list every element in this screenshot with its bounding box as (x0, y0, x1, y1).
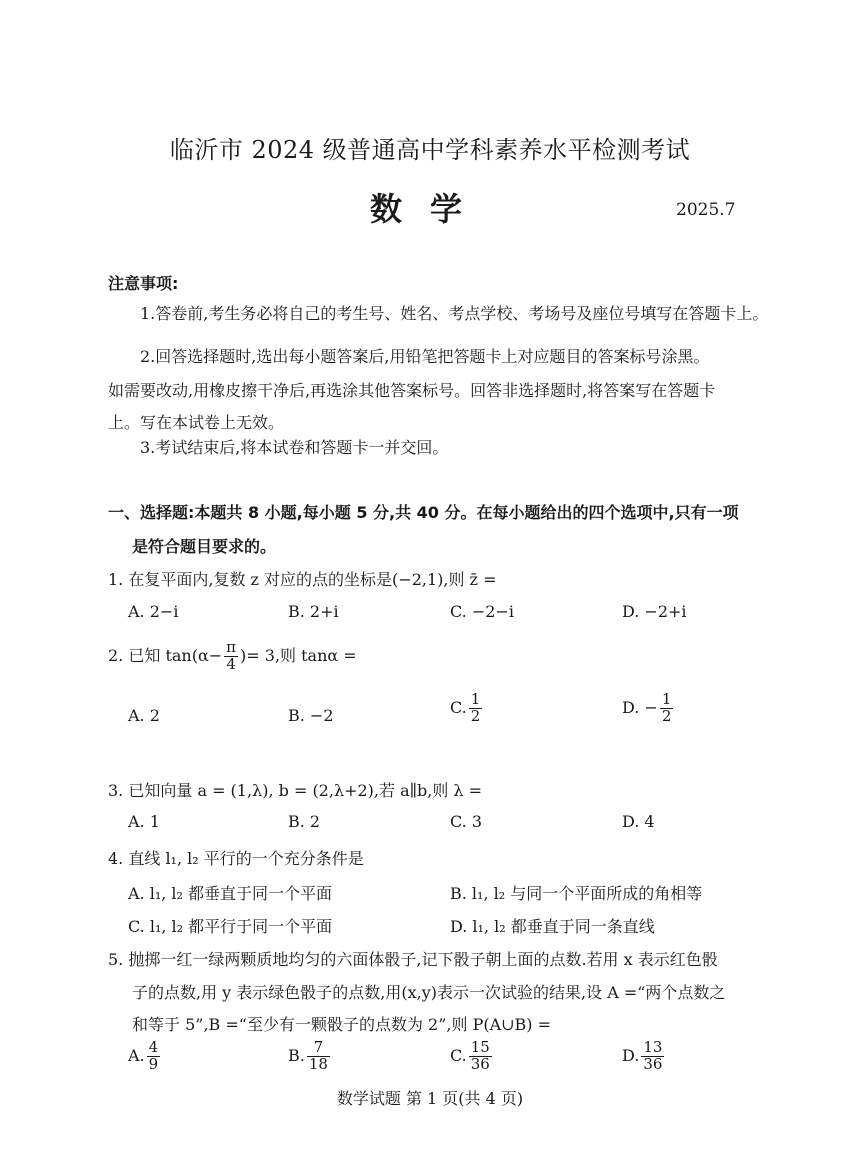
question-3-option-b: B. 2 (288, 812, 321, 831)
question-5-line-1: 5. 抛掷一红一绿两颗质地均匀的六面体骰子,记下骰子朝上面的点数.若用 x 表示红色骰 (108, 950, 718, 969)
notice-item-2-line-1: 2.回答选择题时,选出每小题答案后,用铅笔把答题卡上对应题目的答案标号涂黑。 (140, 347, 710, 366)
fraction-numerator: 1 (661, 690, 672, 708)
notice-item-3: 3.考试结束后,将本试卷和答题卡一并交回。 (140, 438, 449, 457)
notice-item-2-line-3: 上。写在本试卷上无效。 (108, 413, 285, 432)
fraction-denominator: 9 (148, 1054, 159, 1073)
option-letter: C. (450, 697, 467, 717)
question-4-option-c: C. l₁, l₂ 都平行于同一个平面 (128, 917, 333, 936)
question-3-option-c: C. 3 (450, 812, 483, 831)
fraction-numerator: 13 (643, 1038, 663, 1056)
question-3-stem: 3. 已知向量 a = (1,λ), b = (2,λ+2),若 a∥b,则 λ = (108, 781, 483, 800)
question-2-fraction (224, 640, 238, 673)
exam-title: 临沂市 2024 级普通高中学科素养水平检测考试 (169, 136, 691, 164)
question-2-option-d (622, 692, 675, 725)
question-2-option-b: B. −2 (288, 706, 334, 725)
question-2-option-a: A. 2 (128, 706, 160, 725)
question-5-line-2: 子的点数,用 y 表示绿色骰子的点数,用(x,y)表示一次试验的结果,设 A =“两个点数之 (132, 983, 726, 1002)
page-footer: 数学试题 第 1 页(共 4 页) (336, 1089, 524, 1108)
option-fraction (147, 1040, 161, 1073)
fraction-denominator: 4 (226, 654, 236, 673)
question-1-option-c: C. −2−i (450, 602, 514, 621)
question-4-option-a: A. l₁, l₂ 都垂直于同一个平面 (128, 884, 333, 903)
question-5-line-3: 和等于 5”,B =“至少有一颗骰子的点数为 2”,则 P(A∪B) = (132, 1015, 552, 1034)
fraction-denominator: 2 (661, 706, 672, 725)
option-fraction (641, 1040, 664, 1073)
option-fraction (307, 1040, 330, 1073)
notice-heading: 注意事项: (108, 274, 179, 293)
option-letter: A. (128, 1045, 145, 1065)
exam-date: 2025.7 (676, 200, 736, 220)
question-3-option-a: A. 1 (128, 812, 160, 831)
question-5-option-d (622, 1040, 666, 1073)
option-fraction (469, 1040, 492, 1073)
section-heading-line-1: 一、选择题:本题共 8 小题,每小题 5 分,共 40 分。在每小题给出的四个选项中,只有一项 (108, 503, 739, 522)
question-2-stem-post: )= 3,则 tanα = (240, 645, 357, 665)
option-fraction (660, 692, 674, 725)
question-1-option-b: B. 2+i (288, 602, 339, 621)
option-letter: D. − (622, 697, 658, 717)
fraction-denominator: 36 (643, 1054, 663, 1073)
option-letter: D. (622, 1045, 640, 1065)
fraction-numerator: 1 (470, 690, 481, 708)
question-5-option-a (128, 1040, 162, 1073)
question-1-option-a: A. 2−i (128, 602, 179, 621)
question-1-stem: 1. 在复平面内,复数 z 对应的点的坐标是(−2,1),则 z̄ = (108, 570, 497, 589)
question-2-option-c (450, 692, 484, 725)
question-4-option-d: D. l₁, l₂ 都垂直于同一条直线 (450, 917, 655, 936)
fraction-numerator: 7 (313, 1038, 324, 1056)
notice-item-2-line-2: 如需要改动,用橡皮擦干净后,再选涂其他答案标号。回答非选择题时,将答案写在答题卡 (108, 381, 716, 400)
question-4-stem: 4. 直线 l₁, l₂ 平行的一个充分条件是 (108, 849, 364, 868)
question-1-option-d: D. −2+i (622, 602, 687, 621)
subject-title: 数学 (369, 190, 490, 228)
fraction-numerator: 15 (470, 1038, 490, 1056)
fraction-numerator: 4 (148, 1038, 159, 1056)
fraction-numerator: π (226, 638, 237, 656)
option-fraction (469, 692, 483, 725)
question-2-stem (108, 640, 357, 673)
question-4-option-b: B. l₁, l₂ 与同一个平面所成的角相等 (450, 884, 703, 903)
question-2-stem-pre: 2. 已知 tan(α− (108, 645, 223, 665)
fraction-denominator: 36 (470, 1054, 490, 1073)
option-letter: B. (288, 1045, 305, 1065)
section-heading-line-2: 是符合题目要求的。 (132, 537, 277, 556)
fraction-denominator: 18 (308, 1054, 328, 1073)
option-letter: C. (450, 1045, 467, 1065)
question-5-option-b (288, 1040, 332, 1073)
question-5-option-c (450, 1040, 494, 1073)
notice-item-1: 1.答卷前,考生务必将自己的考生号、姓名、考点学校、考场号及座位号填写在答题卡上。 (140, 304, 769, 323)
fraction-denominator: 2 (470, 706, 481, 725)
question-3-option-d: D. 4 (622, 812, 655, 831)
